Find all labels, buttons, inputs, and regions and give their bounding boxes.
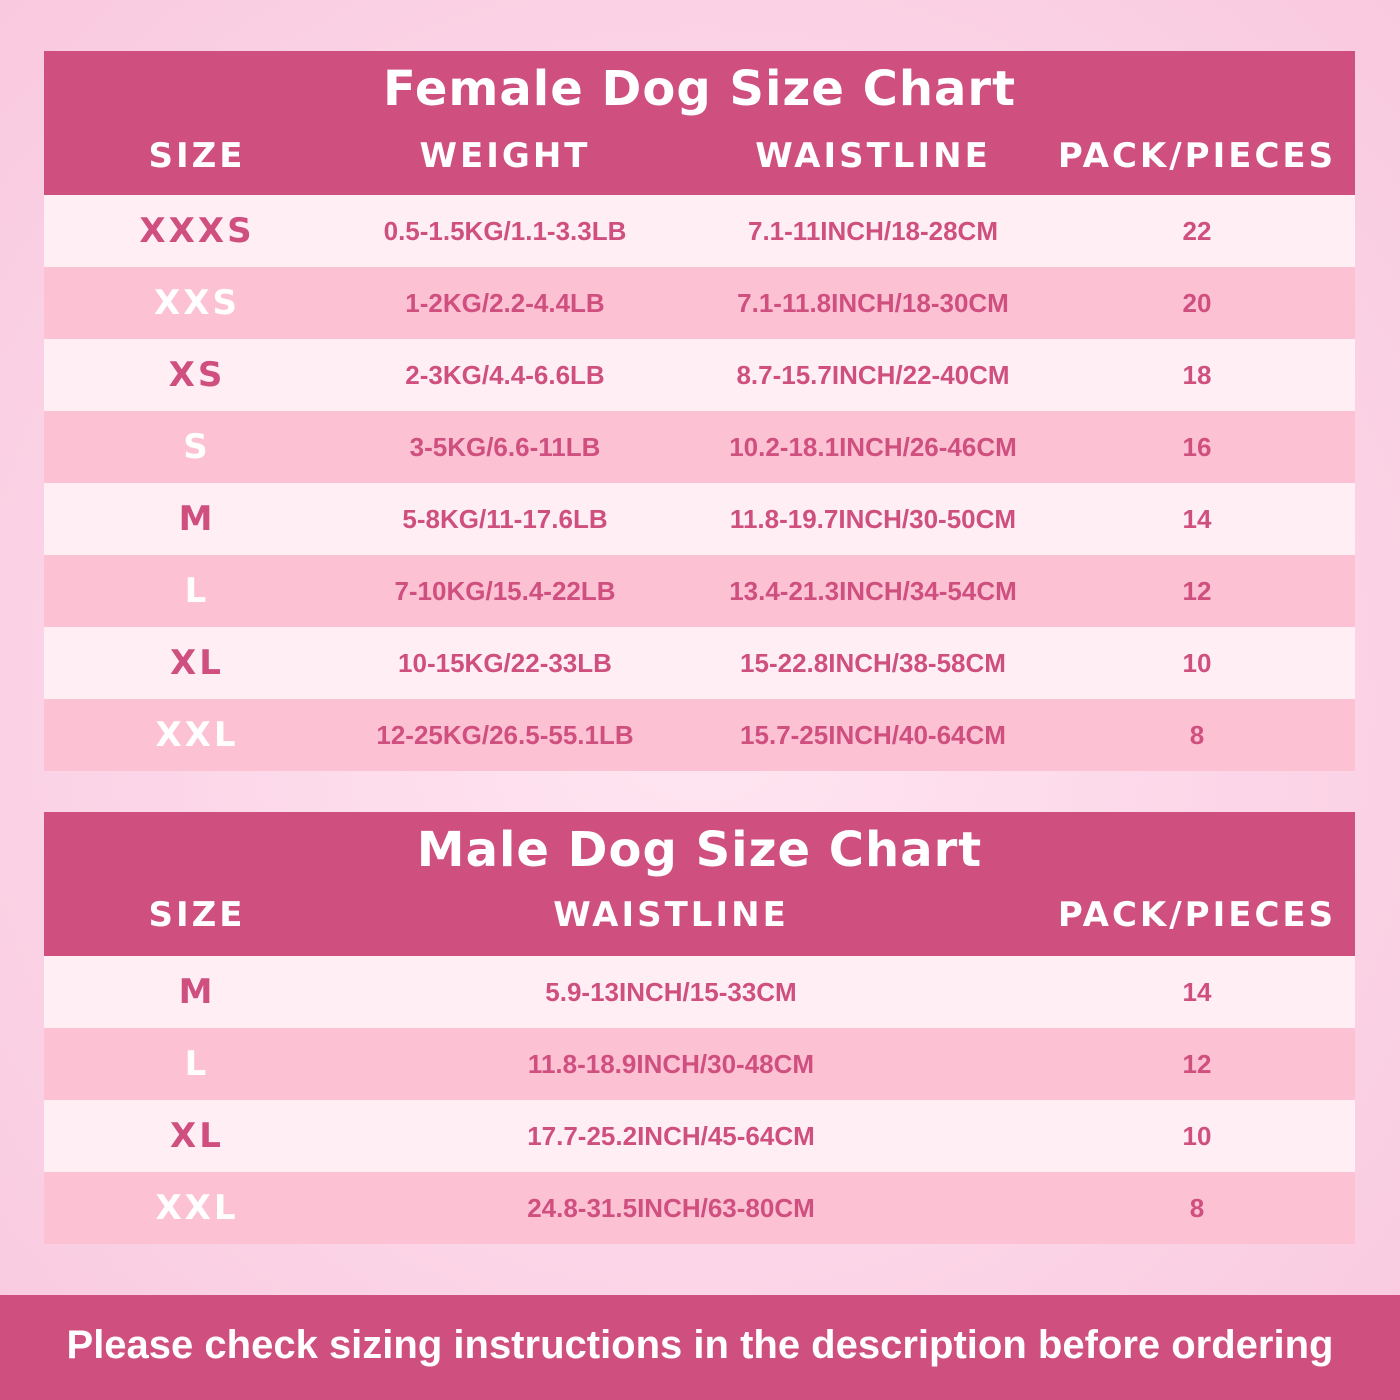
footer-banner xyxy=(0,1295,1400,1400)
pack-cell: 14 xyxy=(1182,504,1212,534)
size-cell: XXL xyxy=(155,1188,239,1228)
weight-cell: 5-8KG/11-17.6LB xyxy=(402,504,608,534)
female-chart-header xyxy=(44,51,1355,195)
male-header-size: SIZE xyxy=(148,895,246,935)
waistline-cell: 17.7-25.2INCH/45-64CM xyxy=(527,1121,815,1151)
pack-cell: 10 xyxy=(1182,1121,1212,1151)
table-row xyxy=(44,1100,1355,1172)
waistline-cell: 8.7-15.7INCH/22-40CM xyxy=(736,360,1010,390)
weight-cell: 3-5KG/6.6-11LB xyxy=(409,432,601,462)
waistline-cell: 7.1-11INCH/18-28CM xyxy=(748,216,998,246)
waistline-cell: 24.8-31.5INCH/63-80CM xyxy=(527,1193,815,1223)
waistline-cell: 11.8-18.9INCH/30-48CM xyxy=(527,1049,815,1079)
waistline-cell: 15-22.8INCH/38-58CM xyxy=(740,648,1006,678)
weight-cell: 10-15KG/22-33LB xyxy=(398,648,612,678)
weight-cell: 1-2KG/2.2-4.4LB xyxy=(405,288,605,318)
pack-cell: 20 xyxy=(1182,288,1212,318)
size-cell: XL xyxy=(170,643,224,683)
footer-text: Please check sizing instructions in the description before ordering xyxy=(66,1323,1334,1367)
size-cell: XXXS xyxy=(139,211,255,251)
table-row xyxy=(44,411,1355,483)
female-header-pack: PACK/PIECES xyxy=(1057,136,1337,176)
female-size-chart xyxy=(44,51,1355,771)
table-row xyxy=(44,699,1355,771)
table-row xyxy=(44,339,1355,411)
waistline-cell: 10.2-18.1INCH/26-46CM xyxy=(729,432,1017,462)
table-row xyxy=(44,956,1355,1028)
female-header-weight: WEIGHT xyxy=(419,136,591,176)
male-chart-header xyxy=(44,812,1355,956)
size-cell: XXS xyxy=(154,283,240,323)
size-cell: XXL xyxy=(155,715,239,755)
female-header-size: SIZE xyxy=(148,136,246,176)
waistline-cell: 11.8-19.7INCH/30-50CM xyxy=(729,504,1017,534)
size-cell: XS xyxy=(168,355,226,395)
table-row xyxy=(44,195,1355,267)
table-row xyxy=(44,1028,1355,1100)
size-cell: M xyxy=(178,499,216,539)
waistline-cell: 13.4-21.3INCH/34-54CM xyxy=(729,576,1017,606)
table-row xyxy=(44,267,1355,339)
waistline-cell: 5.9-13INCH/15-33CM xyxy=(545,977,797,1007)
size-cell: XL xyxy=(170,1116,224,1156)
weight-cell: 7-10KG/15.4-22LB xyxy=(394,576,616,606)
table-row xyxy=(44,483,1355,555)
size-cell: L xyxy=(184,571,210,611)
male-size-chart xyxy=(44,812,1355,1244)
male-chart-title: Male Dog Size Chart xyxy=(416,822,983,878)
female-chart-title: Female Dog Size Chart xyxy=(382,61,1017,117)
female-header-waistline: WAISTLINE xyxy=(755,136,991,176)
pack-cell: 8 xyxy=(1189,720,1205,750)
pack-cell: 14 xyxy=(1182,977,1212,1007)
weight-cell: 2-3KG/4.4-6.6LB xyxy=(405,360,605,390)
size-cell: L xyxy=(184,1044,210,1084)
weight-cell: 12-25KG/26.5-55.1LB xyxy=(376,720,634,750)
waistline-cell: 7.1-11.8INCH/18-30CM xyxy=(737,288,1009,318)
weight-cell: 0.5-1.5KG/1.1-3.3LB xyxy=(383,216,627,246)
male-header-pack: PACK/PIECES xyxy=(1057,895,1337,935)
pack-cell: 12 xyxy=(1182,576,1212,606)
waistline-cell: 15.7-25INCH/40-64CM xyxy=(740,720,1006,750)
pack-cell: 12 xyxy=(1182,1049,1212,1079)
table-row xyxy=(44,1172,1355,1244)
pack-cell: 16 xyxy=(1182,432,1212,462)
table-row xyxy=(44,555,1355,627)
table-row xyxy=(44,627,1355,699)
pack-cell: 22 xyxy=(1182,216,1212,246)
pack-cell: 10 xyxy=(1182,648,1212,678)
male-header-waistline: WAISTLINE xyxy=(553,895,789,935)
pack-cell: 18 xyxy=(1182,360,1212,390)
size-cell: M xyxy=(178,972,216,1012)
pack-cell: 8 xyxy=(1189,1193,1205,1223)
size-cell: S xyxy=(183,427,211,467)
